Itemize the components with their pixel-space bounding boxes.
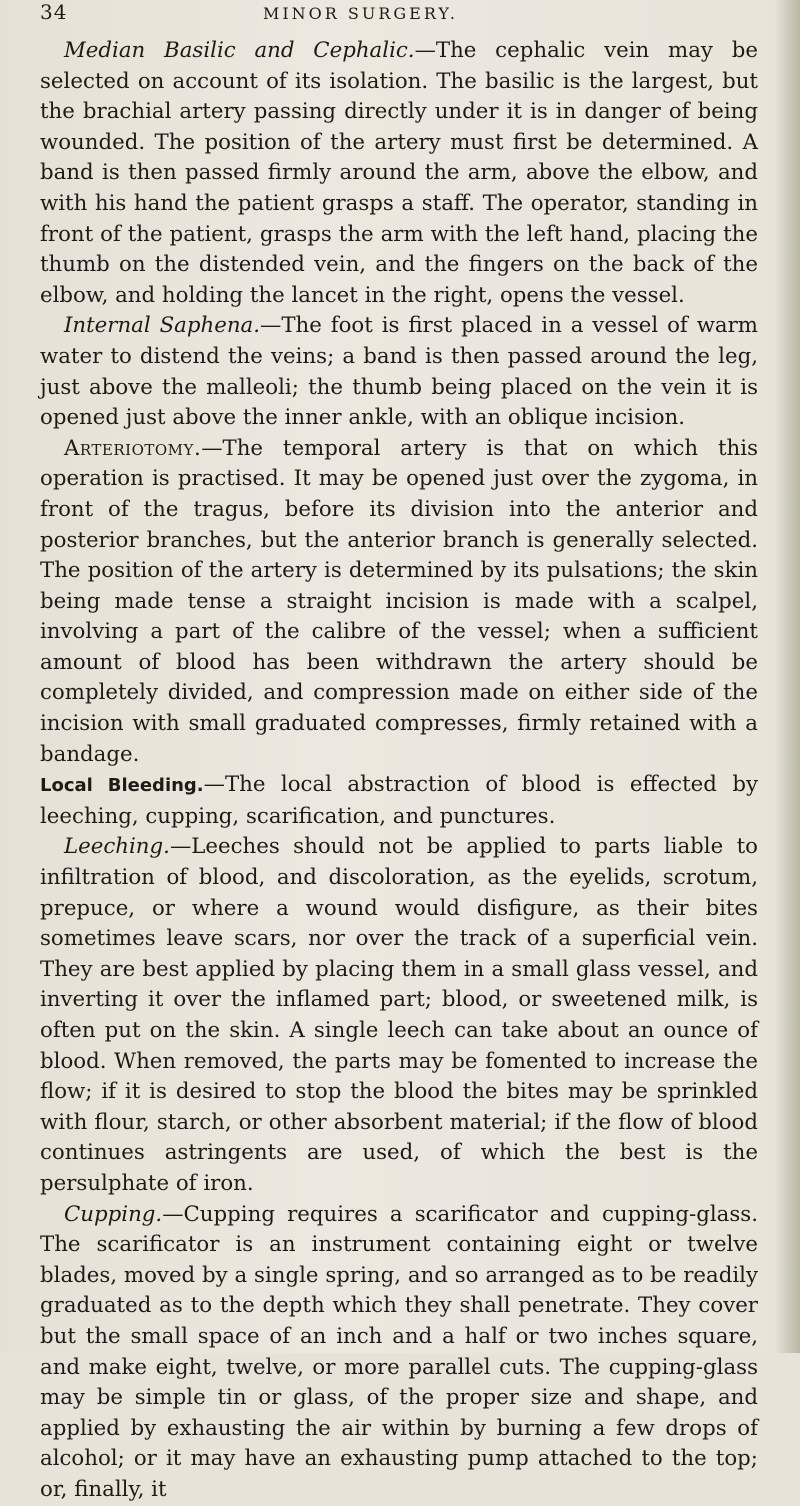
running-head: MINOR SURGERY.: [262, 4, 458, 23]
paragraph-arteriotomy: Arteriotomy.—The temporal artery is that on which this operation is practised. It may be opened just over the zygoma, in front of the tragus, before its division into the anterior and posterior branches, but the anterior branch is generally selected. The position of the artery is determined by its pulsations; the skin being made tense a straight incision is made with a scalpel, involving a part of the calibre of the vessel; when a sufficient amount of blood has been withdrawn the artery should be completely divided, and compression made on either side of the incision with small graduated compresses, firmly retained with a bandage.: [40, 435, 758, 767]
paragraph-local-bleeding: Local Bleeding.—The local abstraction of blood is effected by leeching, cupping, scarification, and punctures.: [40, 772, 758, 829]
section-body: The cephalic vein may be selected on account of its isolation. The basilic is the largest, but the brachial artery passing directly under it is in danger of being wounded. The position of the artery must first be determined. A band is then passed firmly around the arm, above the elbow, and with his hand the patient grasps a staff. The operator, standing in front of the patient, grasps the arm with the left hand, placing the thumb on the distended vein, and the fingers on the back of the elbow, and holding the lancet in the right, opens the vessel.: [40, 38, 758, 308]
paragraph-leeching: Leeching.—Leeches should not be applied to parts liable to infiltration of blood, and discoloration, as the eyelids, scrotum, prepuce, or where a wound would disfigure, as their bites sometimes leave scars, nor over the track of a superficial vein. They are best applied by placing them in a small glass vessel, and inverting it over the inflamed part; blood, or sweetened milk, is often put on the skin. A single leech can take about an ounce of blood. When removed, the parts may be fomented to increase the flow; if it is desired to stop the blood the bites may be sprinkled with flour, starch, or other absorbent material; if the flow of blood continues astringents are used, of which the best is the persulphate of iron.: [40, 834, 758, 1196]
section-title: Median Basilic and Cephalic.: [64, 38, 415, 63]
section-body: The foot is first placed in a vessel of warm water to distend the veins; a band is then passed around the leg, just above the malleoli; the thumb being placed on the vein it is opened just above the inner ankle, with an oblique incision.: [40, 313, 759, 431]
paragraph-cupping: Cupping.—Cupping requires a scarificator and cupping-glass. The scarificator is an instrument containing eight or twelve blades, moved by a single spring, and so arranged as to be readily graduated as to the depth which they shall penetrate. They cover but the small space of an inch and a half or two inches square, and make eight, twelve, or more parallel cuts. The cupping-glass may be simple tin or glass, of the proper size and shape, and applied by exhausting the air within by burning a few drops of alcohol; or it may have an exhausting pump attached to the top; or, finally, it: [40, 1201, 758, 1502]
section-title: Internal Saphena.: [64, 313, 261, 339]
running-header: [40, 0, 758, 36]
section-title: Leeching.: [64, 834, 170, 860]
section-body: Cupping requires a scarificator and cupping-glass. The scarificator is an instrument containing eight or twelve blades, moved by a single spring, and so arranged as to be readily graduated as to the depth which they shall penetrate. They cover but the small space of an inch and a half or two inches square, and make eight, twelve, or more parallel cuts. The cupping-glass may be simple tin or glass, of the proper size and shape, and applied by exhausting the air within by burning a few drops of alcohol; or it may have an exhausting pump attached to the top; or, finally, it: [40, 1201, 758, 1502]
page-number: 34: [40, 0, 68, 24]
body-text: [40, 36, 758, 1506]
section-title: Cupping.: [64, 1201, 163, 1227]
section-title: Arteriotomy.: [64, 435, 202, 461]
paragraph-median-basilic: Median Basilic and Cephalic.—The cephalic vein may be selected on account of its isolation. The basilic is the largest, but the brachial artery passing directly under it is in danger of being wounded. The position of the artery must first be determined. A band is then passed firmly around the arm, above the elbow, and with his hand the patient grasps a staff. The operator, standing in front of the patient, grasps the arm with the left hand, placing the thumb on the distended vein, and the fingers on the back of the elbow, and holding the lancet in the right, opens the vessel.: [40, 38, 758, 308]
section-title: Local Bleeding.: [40, 775, 204, 797]
section-body: Leeches should not be applied to parts liable to infiltration of blood, and discoloration, as the eyelids, scrotum, prepuce, or where a wound would disfigure, as their bites sometimes leave scars, nor over the track of a superficial vein. They are best applied by placing them in a small glass vessel, and inverting it over the inflamed part; blood, or sweetened milk, is often put on the skin. A single leech can take about an ounce of blood. When removed, the parts may be fomented to increase the flow; if it is desired to stop the blood the bites may be sprinkled with flour, starch, or other absorbent material; if the flow of blood continues astringents are used, of which the best is the persulphate of iron.: [40, 834, 758, 1196]
section-body: The temporal artery is that on which this operation is practised. It may be opened just over the zygoma, in front of the tragus, before its division into the anterior and posterior branches, but the anterior branch is generally selected. The position of the artery is determined by its pulsations; the skin being made tense a straight incision is made with a scalpel, involving a part of the calibre of the vessel; when a sufficient amount of blood has been withdrawn the artery should be completely divided, and compression made on either side of the incision with small graduated compresses, firmly retained with a bandage.: [40, 435, 758, 767]
section-body: The local abstraction of blood is effected by leeching, cupping, scarification, and punctures.: [40, 772, 758, 829]
paragraph-internal-saphena: Internal Saphena.—The foot is first placed in a vessel of warm water to distend the veins; a band is then passed around the leg, just above the malleoli; the thumb being placed on the vein it is opened just above the inner ankle, with an oblique incision.: [40, 313, 759, 431]
page-edge-shadow: [774, 0, 800, 1353]
